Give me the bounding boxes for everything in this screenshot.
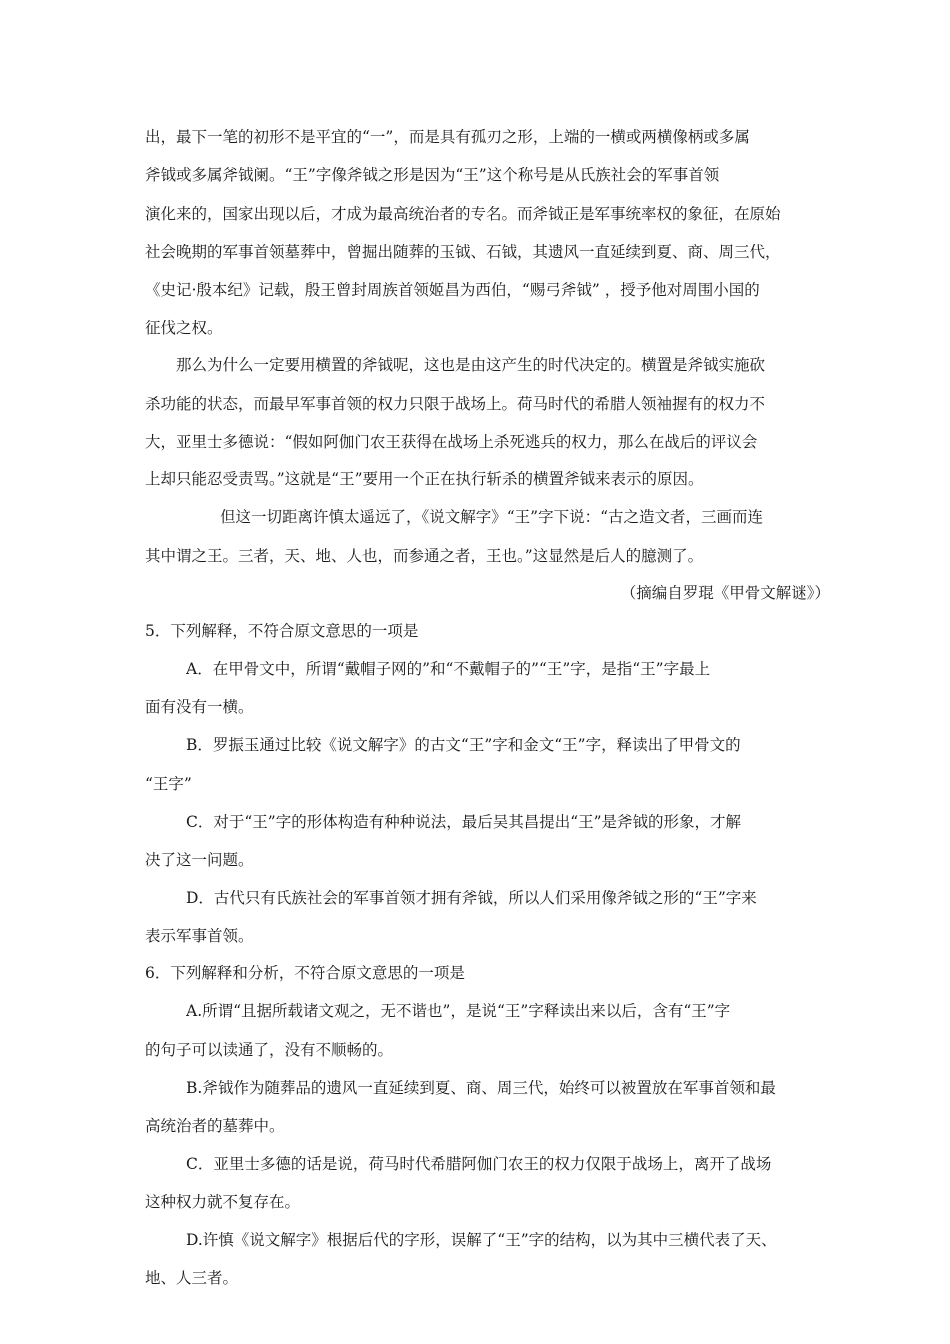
option-a-line: 的句子可以读通了，没有不顺畅的。 (145, 1041, 394, 1059)
passage-line: 大，亚里士多德说：“假如阿伽门农王获得在战场上杀死逃兵的权力，那么在战后的评议会 (145, 433, 758, 451)
passage-line: 上却只能忍受责骂。”这就是“王”要用一个正在执行斩杀的横置斧钺来表示的原因。 (145, 470, 704, 488)
option-c-line: 这种权力就不复存在。 (145, 1193, 301, 1211)
option-c-line: C．对于“王”字的形体构造有种种说法，最后吴其昌提出“王”是斧钺的形象，才解 (186, 813, 742, 831)
option-d-line: D.许慎《说文解字》根据后代的字形，误解了“王”字的结构，以为其中三横代表了天、 (186, 1231, 777, 1249)
passage-line: 征伐之权。 (145, 319, 223, 337)
option-b-line: B．罗振玉通过比较《说文解字》的古文“王”字和金文“王”字，释读出了甲骨文的 (186, 736, 741, 754)
option-b-line: 高统治者的墓葬中。 (145, 1117, 285, 1135)
passage-line: 社会晚期的军事首领墓葬中，曾掘出随葬的玉钺、石钺，其遗风一直延续到夏、商、周三代， (145, 243, 781, 261)
passage-line: 出，最下一笔的初形不是平宜的“一”，而是具有孤刃之形，上端的一横或两横像柄或多属 (145, 128, 750, 146)
passage-line: 斧钺或多属斧钺阑。“王”字像斧钺之形是因为“王”这个称号是从氏族社会的军事首领 (145, 166, 720, 184)
question-stem: 5．下列解释，不符合原文意思的一项是 (145, 622, 419, 640)
passage-line: 但这一切距离许慎太遥远了，《说文解字》“王”字下说：“古之造文者，三画而连 (220, 508, 764, 526)
option-a-line: A．在甲骨文中，所谓“戴帽子网的”和“不戴帽子的”“王”字，是指“王”字最上 (186, 660, 711, 678)
option-d-line: D．古代只有氏族社会的军事首领才拥有斧钺，所以人们采用像斧钺之形的“王”字来 (186, 889, 757, 907)
passage-line: 杀功能的状态，而最早军事首领的权力只限于战场上。荷马时代的希腊人领袖握有的权力不 (145, 395, 766, 413)
passage-line: 其中谓之王。三者，天、地、人也，而参通之者，王也。”这显然是后人的臆测了。 (145, 547, 704, 565)
option-d-line: 地、人三者。 (145, 1269, 239, 1287)
option-d-line: 表示军事首领。 (145, 927, 254, 945)
option-a-line: 面有没有一横。 (145, 698, 254, 716)
source-attribution: （摘编自罗琨《甲骨文解谜》） (620, 584, 830, 602)
option-c-line: C．亚里士多德的话是说，荷马时代希腊阿伽门农王的权力仅限于战场上，离开了战场 (186, 1155, 772, 1173)
option-b-line: B.斧钺作为随葬品的遗风一直延续到夏、商、周三代，始终可以被置放在军事首领和最 (186, 1079, 776, 1097)
passage-line: 那么为什么一定要用横置的斧钺呢，这也是由这产生的时代决定的。横置是斧钺实施砍 (176, 356, 766, 374)
passage-line: 演化来的，国家出现以后，才成为最高统治者的专名。而斧钺正是军事统率权的象征，在原始 (145, 205, 781, 223)
option-c-line: 决了这一问题。 (145, 851, 254, 869)
option-b-line: “王字” (145, 775, 192, 793)
option-a-line: A.所谓“且据所载诸文观之，无不谐也”，是说“王”字释读出来以后，含有“王”字 (186, 1002, 731, 1020)
question-stem: 6．下列解释和分析，不符合原文意思的一项是 (145, 964, 465, 982)
passage-line: 《史记·殷本纪》记载，殷王曾封周族首领姬昌为西伯，“赐弓斧钺” ，授予他对周围小国的 (145, 281, 760, 299)
